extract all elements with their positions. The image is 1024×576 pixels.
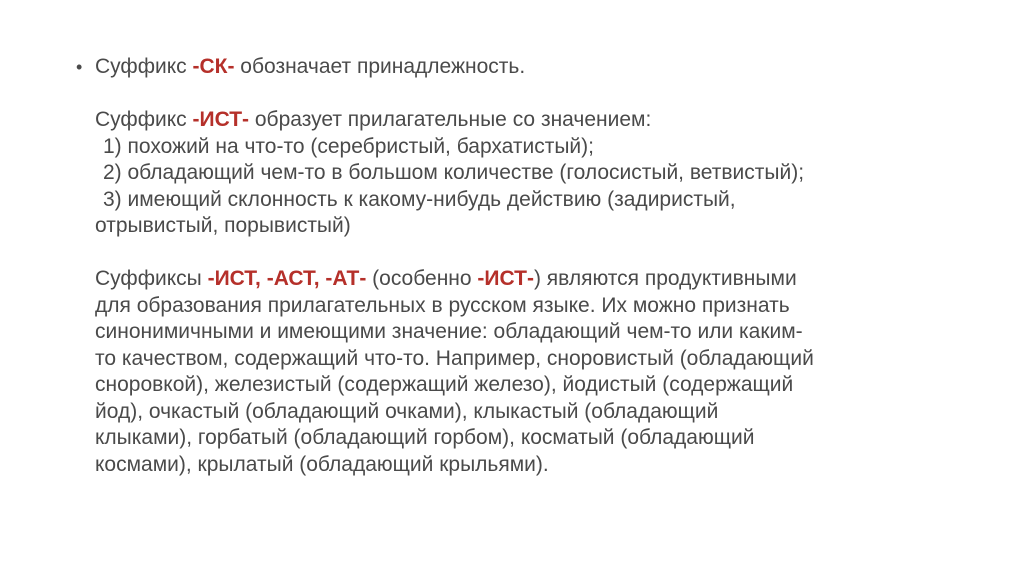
- paragraph-suffixes-first-line: [95, 266, 955, 293]
- spacer: [95, 81, 955, 108]
- paragraph-line: для образования прилагательных в русском языке. Их можно признать: [95, 293, 790, 317]
- suffixes-text-2: (особенно: [366, 267, 478, 290]
- ist-item-2: 2) обладающий чем-то в большом количестве (голосистый, ветвистый);: [103, 161, 805, 184]
- ist-item-1: 1) похожий на что-то (серебристый, бархатистый);: [103, 134, 594, 158]
- paragraph-line: космами), крылатый (обладающий крыльями).: [95, 452, 549, 476]
- paragraph-ist-intro: [95, 107, 955, 134]
- suffix-ist: -ИСТ-: [477, 267, 534, 290]
- sk-text-post: обозначает принадлежность.: [234, 55, 526, 78]
- ist-item-3-continuation: отрывистый, порывистый): [95, 214, 351, 237]
- paragraph-line: сноровкой), железистый (содержащий железо), йодистый (содержащий: [95, 373, 794, 396]
- paragraph-line: йод), очкастый (обладающий очками), клыкастый (обладающий: [95, 399, 719, 423]
- sk-suffix: -СК-: [192, 55, 235, 78]
- sk-text-pre: Суффикс: [95, 55, 193, 78]
- ist-intro-pre: Суффикс: [95, 108, 193, 131]
- suffixes-text-1: Суффиксы: [95, 267, 208, 290]
- bullet-icon: •: [76, 57, 83, 77]
- suffixes-text-3: ) являются продуктивными: [533, 267, 797, 290]
- paragraph-sk: [95, 54, 955, 81]
- paragraph-line: синонимичными и имеющими значение: обладающий чем-то или каким-: [95, 320, 803, 343]
- spacer: [95, 240, 955, 267]
- slide-body: [76, 54, 955, 478]
- paragraph-line: клыками), горбатый (обладающий горбом), косматый (обладающий: [95, 426, 755, 449]
- ist-item-3: 3) имеющий склонность к какому-нибудь действию (задиристый,: [103, 187, 736, 211]
- suffixes-list: -ИСТ, -АСТ, -АТ-: [207, 267, 367, 290]
- ist-suffix: -ИСТ-: [192, 108, 250, 131]
- paragraph-line: то качеством, содержащий что-то. Например, сноровистый (обладающий: [95, 346, 814, 370]
- ist-intro-post: образует прилагательные со значением:: [249, 108, 652, 131]
